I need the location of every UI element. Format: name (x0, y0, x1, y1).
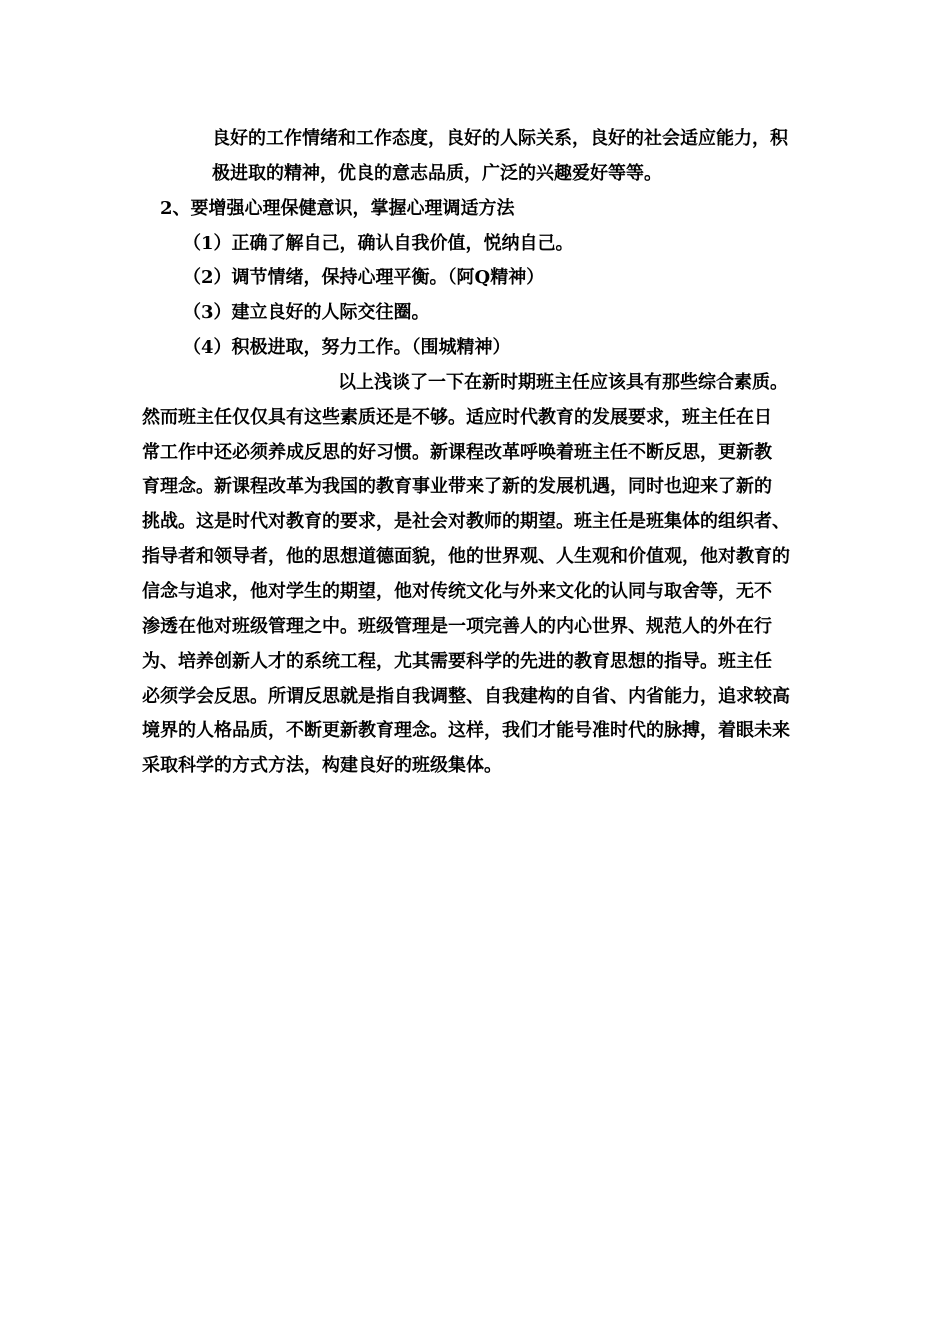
paragraph-line-3: 育理念。新课程改革为我国的教育事业带来了新的发展机遇，同时也迎来了新的 (142, 476, 772, 497)
intro-line-2: 极进取的精神，优良的意志品质，广泛的兴趣爱好等等。 (212, 163, 662, 184)
paragraph-line-7: 渗透在他对班级管理之中。班级管理是一项完善人的内心世界、规范人的外在行 (142, 616, 772, 637)
list-item-1: （1）正确了解自己，确认自我价值，悦纳自己。 (183, 233, 574, 254)
paragraph-line-5: 指导者和领导者，他的思想道德面貌，他的世界观、人生观和价值观，他对教育的 (142, 546, 790, 567)
paragraph-first-line: 以上浅谈了一下在新时期班主任应该具有那些综合素质。 (338, 372, 788, 393)
paragraph-line-6: 信念与追求，他对学生的期望，他对传统文化与外来文化的认同与取舍等，无不 (142, 581, 772, 602)
paragraph-line-10: 境界的人格品质，不断更新教育理念。这样，我们才能号准时代的脉搏，着眼未来 (142, 720, 790, 741)
list-item-2: （2）调节情绪，保持心理平衡。（阿Q精神） (183, 267, 545, 288)
list-item-3: （3）建立良好的人际交往圈。 (183, 302, 430, 323)
paragraph-line-8: 为、培养创新人才的系统工程，尤其需要科学的先进的教育思想的指导。班主任 (142, 651, 772, 672)
paragraph-line-1: 然而班主任仅仅具有这些素质还是不够。适应时代教育的发展要求，班主任在日 (142, 407, 772, 428)
intro-line-1: 良好的工作情绪和工作态度，良好的人际关系，良好的社会适应能力，积 (212, 128, 788, 149)
paragraph-line-9: 必须学会反思。所谓反思就是指自我调整、自我建构的自省、内省能力，追求较高 (142, 686, 790, 707)
section-heading: 2、要增强心理保健意识，掌握心理调适方法 (160, 198, 515, 219)
paragraph-line-4: 挑战。这是时代对教育的要求，是社会对教师的期望。班主任是班集体的组织者、 (142, 511, 790, 532)
list-item-4: （4）积极进取，努力工作。（围城精神） (183, 337, 511, 358)
paragraph-line-11: 采取科学的方式方法，构建良好的班级集体。 (142, 755, 502, 776)
paragraph-line-2: 常工作中还必须养成反思的好习惯。新课程改革呼唤着班主任不断反思，更新教 (142, 442, 772, 463)
